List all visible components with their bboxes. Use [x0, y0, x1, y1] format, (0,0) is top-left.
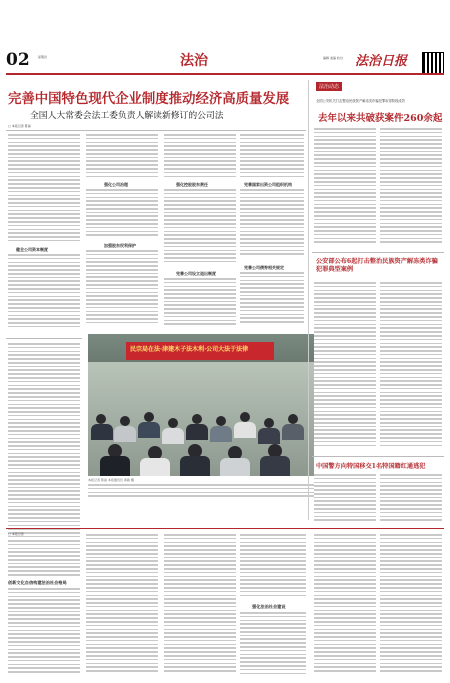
lead-body-col2	[86, 134, 158, 180]
section-head: 完善公司债券相关规定	[244, 265, 284, 270]
section-head: 加强股东权利保护	[104, 243, 136, 248]
right-story-body	[314, 128, 376, 248]
story3-headline: 中国警方向特国移交1名特国籍红通逃犯	[316, 463, 426, 470]
header-rule	[6, 73, 444, 75]
section-head: 强化控股股东责任	[176, 182, 208, 187]
lead-body-col1	[8, 134, 80, 246]
section-title: 法治	[180, 53, 208, 69]
section-head: 完善公司设立退出制度	[176, 271, 216, 276]
story2-body	[314, 282, 376, 452]
story2-headline: 公安部公布6起打击整治民族资产解冻类诈骗犯罪典型案例	[316, 258, 438, 273]
section-head: 健全公司资本制度	[16, 247, 48, 252]
section-head: 强化公司治理	[104, 182, 128, 187]
section-tag: 法治动态	[316, 82, 342, 91]
lower-heading-a: 创新文化自信构建法治社会格局	[8, 580, 67, 585]
qr-code-icon	[422, 52, 444, 74]
page-number: 02	[6, 50, 30, 70]
left-column-story	[8, 343, 80, 543]
paper-name: 法治日报	[355, 54, 408, 69]
lead-subheadline: 全国人大常委会法工委负责人解读新修订的公司法	[30, 111, 224, 121]
lower-heading-b: 强化法治社会建设	[252, 604, 286, 609]
lead-body-col3	[164, 134, 236, 180]
news-photo	[88, 334, 314, 476]
right-intro: 全国公安机关打击整治民族资产解冻类诈骗犯罪取得阶段成效	[316, 99, 406, 103]
story3-body	[314, 474, 376, 524]
editor-line: 编辑 美编 校对	[323, 56, 343, 60]
lead-body-col4	[240, 134, 304, 180]
section-head: 完善国家出资公司组织机构	[244, 182, 292, 187]
right-headline: 去年以来共破获案件260余起	[318, 113, 443, 124]
lower-kicker: □ 本报记者	[8, 532, 24, 536]
date-line: 星期四	[38, 55, 48, 59]
lead-headline: 完善中国特色现代企业制度推动经济高质量发展	[8, 91, 290, 107]
photo-caption: 本报记者 陈丽 本报通讯员 黄蓉 摄	[88, 478, 134, 482]
photo-banner: 民宗局在法·津建木子法木利·公司大法于法律	[126, 342, 274, 360]
lead-kicker: □ 本报记者 陈丽	[8, 124, 31, 128]
